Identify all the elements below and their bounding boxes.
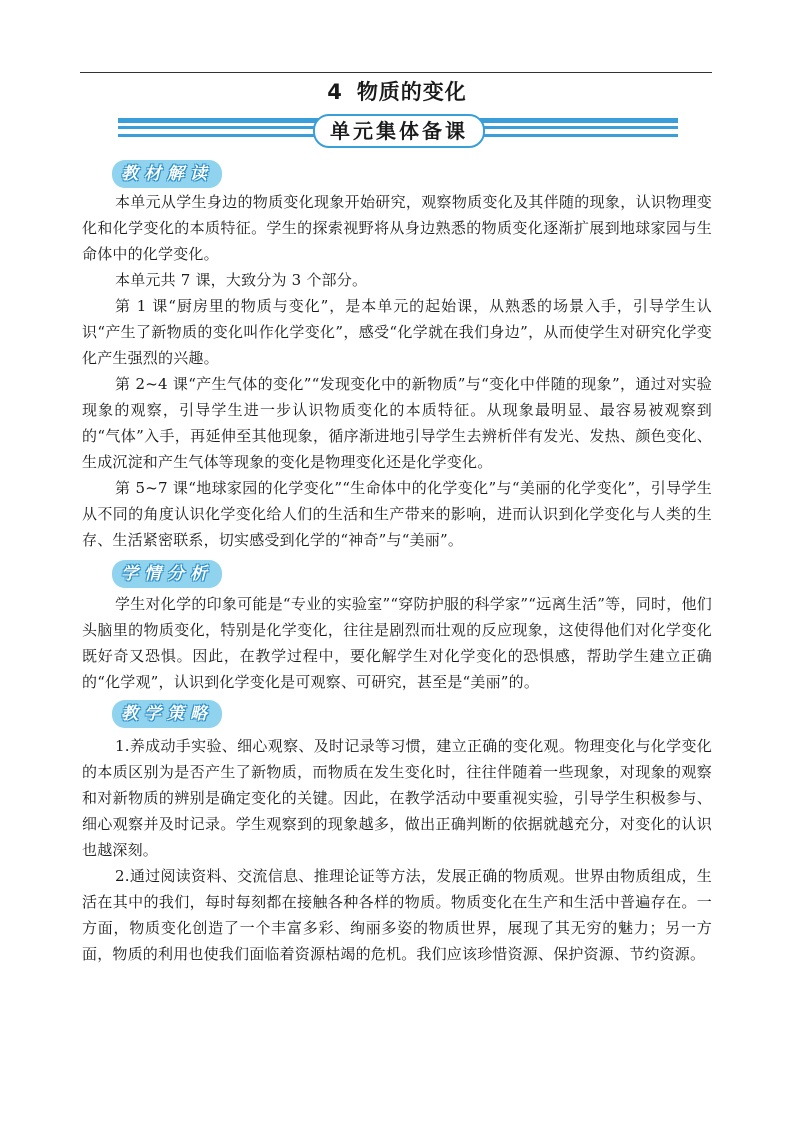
paragraph: 第 5~7 课“地球家园的化学变化”“生命体中的化学变化”与“美丽的化学变化”，引导学生从不同的角度认识化学变化给人们的生活和生产带来的影响，进而认识到化学变化与人类的生存、生活紧密联系，切实感受到化学的“神奇”与“美丽”。 [82, 479, 712, 549]
paragraph: 本单元共 7 课，大致分为 3 个部分。 [115, 271, 368, 289]
header-rule [80, 72, 712, 73]
chapter-number: 4 [327, 80, 343, 104]
paragraph: 第 2~4 课“产生气体的变化”“发现变化中的新物质”与“变化中伴随的现象”，通过对实验现象的观察，引导学生进一步认识物质变化的本质特征。从现象最明显、最容易被观察到的“气体”入手，再延伸至其他现象，循序渐进地引导学生去辨析伴有发光、发热、颜色变化、生成沉淀和产生气体等现象的变化是物理变化还是化学变化。 [82, 375, 712, 471]
paragraph: 第 1 课“厨房里的物质与变化”，是本单元的起始课，从熟悉的场景入手，引导学生认识“产生了新物质的变化叫作化学变化”，感受“化学就在我们身边”，从而使学生对研究化学变化产生强烈的兴趣。 [82, 297, 712, 367]
page-title [0, 76, 794, 106]
section-label-teaching-strategy: 教学策略 [112, 700, 222, 728]
paragraph: 本单元从学生身边的物质变化现象开始研究，观察物质变化及其伴随的现象，认识物理变化和化学变化的本质特征。学生的探索视野将从身边熟悉的物质变化逐渐扩展到地球家园与生命体中的化学变化。 [82, 193, 712, 263]
paragraph: 2.通过阅读资料、交流信息、推理论证等方法，发展正确的物质观。世界由物质组成，生活在其中的我们，每时每刻都在接触各种各样的物质。物质变化在生产和生活中普遍存在。一方面，物质变化创造了一个丰富多彩、绚丽多姿的物质世界，展现了其无穷的魅力；另一方面，物质的利用也使我们面临着资源枯竭的危机。我们应该珍惜资源、保护资源、节约资源。 [82, 867, 712, 963]
chapter-title-text: 物质的变化 [356, 79, 467, 104]
section-label-textbook-analysis: 教材解读 [112, 160, 222, 188]
section-label-learner-analysis: 学情分析 [112, 560, 222, 588]
banner-label: 单元集体备课 [313, 114, 485, 148]
unit-banner [118, 114, 678, 150]
paragraph: 1.养成动手实验、细心观察、及时记录等习惯，建立正确的变化观。物理变化与化学变化的本质区别为是否产生了新物质，而物质在发生变化时，往往伴随着一些现象，对现象的观察和对新物质的辨别是确定变化的关键。因此，在教学活动中要重视实验，引导学生积极参与、细心观察并及时记录。学生观察到的现象越多，做出正确判断的依据就越充分，对变化的认识也越深刻。 [82, 737, 712, 859]
paragraph: 学生对化学的印象可能是“专业的实验室”“穿防护服的科学家”“远离生活”等，同时，他们头脑里的物质变化，特别是化学变化，往往是剧烈而壮观的反应现象，这使得他们对化学变化既好奇又恐惧。因此，在教学过程中，要化解学生对化学变化的恐惧感，帮助学生建立正确的“化学观”，认识到化学变化是可观察、可研究，甚至是“美丽”的。 [82, 595, 712, 691]
